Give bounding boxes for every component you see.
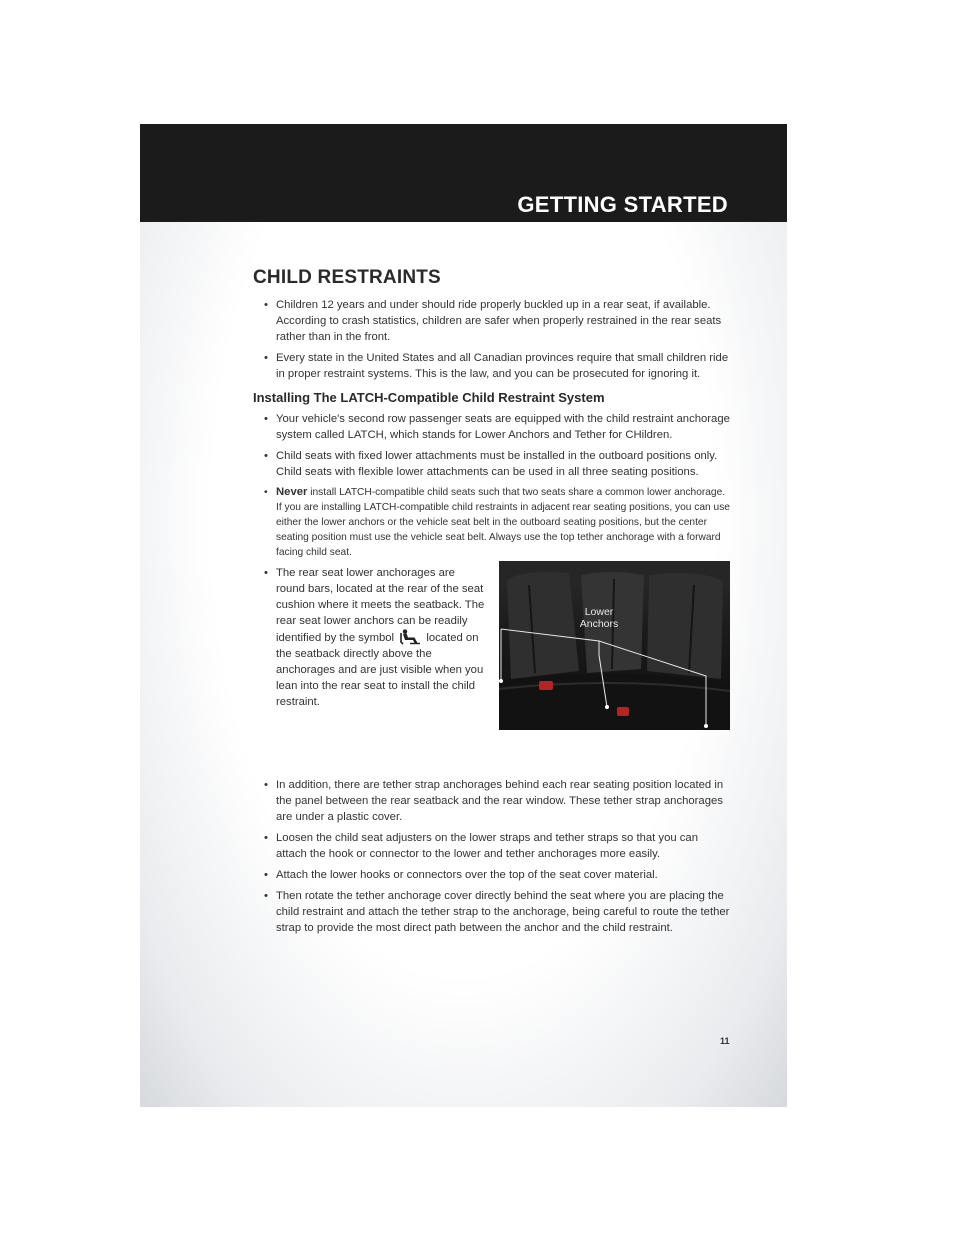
- spacer: [253, 757, 731, 777]
- child-seat-anchor-icon: [399, 629, 421, 645]
- lower-anchor-item: [253, 565, 486, 710]
- final-bullet-list: [253, 777, 731, 936]
- lower-anchor-row: [253, 565, 731, 752]
- list-item: • Attach the lower hooks or connectors over the top of the seat cover material.: [253, 867, 731, 883]
- list-item: • Children 12 years and under should ride properly buckled up in a rear seat, if available. According to crash statistics, children are safer when properly restrained in the rear seats rather than in the front.: [253, 297, 731, 345]
- label-line-2: Anchors: [579, 618, 619, 630]
- header-band: [140, 124, 787, 222]
- never-text: install LATCH-compatible child seats such that two seats share a common lower anchorage. If you are installing LATCH-compatible child restraints in adjacent rear seating positions, you can use either the lower anchors or the vehicle seat belt in the outboard seating positions, but the center seating position must use the vehicle seat belt. Always use the top tether anchorage with a forward facing child seat.: [276, 487, 730, 558]
- list-item: • Child seats with fixed lower attachments must be installed in the outboard positions only. Child seats with flexible lower attachments can be used in all three seating positions.: [253, 448, 731, 480]
- section-title: GETTING STARTED: [517, 192, 728, 217]
- latch-bullet-list: [253, 411, 731, 560]
- never-bold: Never: [276, 486, 308, 498]
- list-item: • Loosen the child seat adjusters on the lower straps and tether straps so that you can attach the hook or connector to the lower and tether anchorages more easily.: [253, 830, 731, 862]
- anchor-text-before: The rear seat lower anchorages are round bars, located at the rear of the seat cushion where it meets the seatback. The rear seat lower anchors can be readily identified by the symbol: [276, 567, 485, 644]
- list-item: • Your vehicle's second row passenger seats are equipped with the child restraint anchorage system called LATCH, which stands for Lower Anchors and Tether for CHildren.: [253, 411, 731, 443]
- latch-subheading: Installing The LATCH-Compatible Child Restraint System: [253, 390, 605, 405]
- intro-bullet-list: [253, 297, 731, 382]
- page-number: 11: [720, 1036, 730, 1046]
- rear-seat-photo: [499, 561, 730, 730]
- manual-page: [140, 124, 787, 1107]
- label-line-1: Lower: [584, 606, 614, 618]
- page-title: CHILD RESTRAINTS: [253, 267, 441, 288]
- lower-anchors-label: [571, 606, 627, 630]
- rear-seat-illustration: [499, 561, 730, 730]
- content: [253, 267, 731, 941]
- anchor-text-after: located on the seatback directly above the anchorages and are just visible when you lean into the rear seat to install the child restraint.: [276, 632, 484, 708]
- list-item: • Every state in the United States and all Canadian provinces require that small children ride in proper restraint systems. This is the law, and you can be prosecuted for ignoring it.: [253, 350, 731, 382]
- list-item: • In addition, there are tether strap anchorages behind each rear seating position located in the panel between the rear seatback and the rear window. These tether strap anchorages are under a plastic cover.: [253, 777, 731, 825]
- never-warning-item: [253, 485, 731, 560]
- list-item: • Then rotate the tether anchorage cover directly behind the seat where you are placing the child restraint and attach the tether strap to the anchorage, being careful to route the tether strap to provide the most direct path between the anchor and the child restraint.: [253, 888, 731, 936]
